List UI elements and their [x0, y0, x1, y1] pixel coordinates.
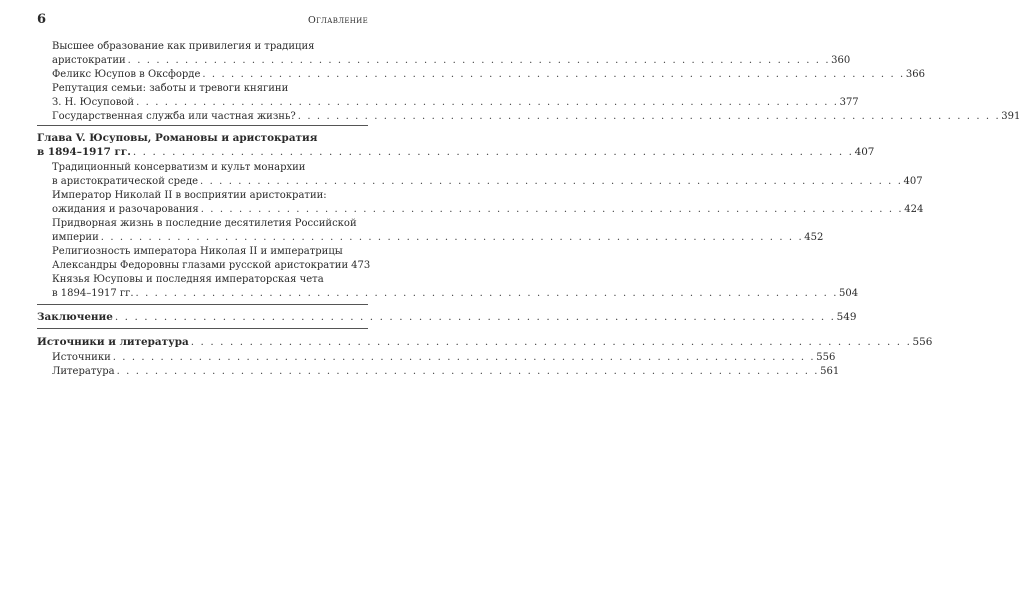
running-head: Оглавление	[308, 15, 368, 26]
toc-entry-religiosity[interactable]: Александры Федоровны глазами русской аристократии 473	[52, 260, 371, 271]
dot-leader: . . . . . . . . . . . . . . . . . . . . . . . . . . . . . . . . . . . . . . . . . . . . . . . . . . . . . . . . . . . . . . . . . . . . . . . . . .	[114, 311, 836, 323]
dot-leader: . . . . . . . . . . . . . . . . . . . . . . . . . . . . . . . . . . . . . . . . . . . . . . . . . . . . . . . . . . . . . . . . . . . . . . . . . .	[136, 97, 839, 108]
toc-chapter5-title-line1: Глава V. Юсуповы, Романовы и аристократия	[37, 132, 318, 144]
toc-page-number: 556	[912, 336, 933, 348]
toc-page-number: 377	[839, 97, 859, 108]
toc-page-number: 407	[854, 146, 875, 158]
toc-page-number: 424	[904, 204, 924, 215]
toc-conclusion[interactable]: Заключение . . . . . . . . . . . . . . . . . . . . . . . . . . . . . . . . . . . . . . . . . . . . . . . . . . . . . . . . . . . . . . . . . . . . . . . . . . 549	[37, 311, 857, 323]
dot-leader: . . . . . . . . . . . . . . . . . . . . . . . . . . . . . . . . . . . . . . . . . . . . . . . . . . . . . . . . . . . . . . . . . . . . . . . . . .	[127, 55, 831, 66]
toc-entry-higher-education[interactable]: аристократии . . . . . . . . . . . . . . . . . . . . . . . . . . . . . . . . . . . . . . . . . . . . . . . . . . . . . . . . . . . . . . . . . . . . . . . . . . 360	[52, 55, 851, 66]
toc-entry-nicholas-perception[interactable]: ожидания и разочарования . . . . . . . . . . . . . . . . . . . . . . . . . . . . . . . . . . . . . . . . . . . . . . . . . . . . . . . . . . . . . . . . . . . . . . . . . . 424	[52, 204, 924, 215]
toc-page-number: 561	[820, 366, 840, 377]
toc-entry-oxford[interactable]: Феликс Юсупов в Оксфорде . . . . . . . . . . . . . . . . . . . . . . . . . . . . . . . . . . . . . . . . . . . . . . . . . . . . . . . . . . . . . . . . . . . . . . . . . . 366	[52, 69, 925, 80]
toc-entry-conservatism[interactable]: в аристократической среде . . . . . . . . . . . . . . . . . . . . . . . . . . . . . . . . . . . . . . . . . . . . . . . . . . . . . . . . . . . . . . . . . . . . . . . . . . 407	[52, 176, 923, 187]
toc-page-number: 360	[831, 55, 851, 66]
toc-page-number: 407	[903, 176, 923, 187]
toc-entry-reputation[interactable]: З. Н. Юсуповой . . . . . . . . . . . . . . . . . . . . . . . . . . . . . . . . . . . . . . . . . . . . . . . . . . . . . . . . . . . . . . . . . . . . . . . . . . 377	[52, 97, 859, 108]
toc-entry-yusupovs-imperial-couple-line1: Князья Юсуповы и последняя императорская чета	[52, 274, 324, 285]
dot-leader: . . . . . . . . . . . . . . . . . . . . . . . . . . . . . . . . . . . . . . . . . . . . . . . . . . . . . . . . . . . . . . . . . . . . . . . . . .	[116, 366, 820, 377]
toc-page-number: 366	[905, 69, 925, 80]
dot-leader: . . . . . . . . . . . . . . . . . . . . . . . . . . . . . . . . . . . . . . . . . . . . . . . . . . . . . . . . . . . . . . . . . . . . . . . . . .	[297, 111, 1001, 122]
dot-leader: . . . . . . . . . . . . . . . . . . . . . . . . . . . . . . . . . . . . . . . . . . . . . . . . . . . . . . . . . . . . . . . . . . . . . . . . . .	[100, 232, 804, 243]
toc-sources-literature[interactable]: Источники и литература . . . . . . . . . . . . . . . . . . . . . . . . . . . . . . . . . . . . . . . . . . . . . . . . . . . . . . . . . . . . . . . . . . . . . . . . . . 556	[37, 336, 933, 348]
toc-chapter5[interactable]: в 1894–1917 гг. . . . . . . . . . . . . . . . . . . . . . . . . . . . . . . . . . . . . . . . . . . . . . . . . . . . . . . . . . . . . . . . . . . . . . . . . . . 407	[37, 146, 875, 158]
toc-page-number: 504	[839, 288, 859, 299]
section-divider	[37, 328, 368, 329]
toc-entry-court-life-line1: Придворная жизнь в последние десятилетия Российской	[52, 218, 357, 229]
dot-leader: . . . . . . . . . . . . . . . . . . . . . . . . . . . . . . . . . . . . . . . . . . . . . . . . . . . . . . . . . . . . . . . . . . . . . . . . . .	[112, 352, 816, 363]
toc-entry-sources[interactable]: Источники . . . . . . . . . . . . . . . . . . . . . . . . . . . . . . . . . . . . . . . . . . . . . . . . . . . . . . . . . . . . . . . . . . . . . . . . . . 556	[52, 352, 836, 363]
toc-entry-conservatism-line1: Традиционный консерватизм и культ монархии	[52, 162, 306, 173]
toc-entry-religiosity-line1: Религиозность императора Николая II и императрицы	[52, 246, 343, 257]
toc-entry-court-life[interactable]: империи . . . . . . . . . . . . . . . . . . . . . . . . . . . . . . . . . . . . . . . . . . . . . . . . . . . . . . . . . . . . . . . . . . . . . . . . . . 452	[52, 232, 824, 243]
dot-leader: . . . . . . . . . . . . . . . . . . . . . . . . . . . . . . . . . . . . . . . . . . . . . . . . . . . . . . . . . . . . . . . . . . . . . . . . . .	[135, 288, 839, 299]
dot-leader: . . . . . . . . . . . . . . . . . . . . . . . . . . . . . . . . . . . . . . . . . . . . . . . . . . . . . . . . . . . . . . . . . . . . . . . . . .	[200, 204, 904, 215]
page-number: 6	[37, 12, 47, 27]
toc-entry-literature[interactable]: Литература . . . . . . . . . . . . . . . . . . . . . . . . . . . . . . . . . . . . . . . . . . . . . . . . . . . . . . . . . . . . . . . . . . . . . . . . . . 561	[52, 366, 840, 377]
toc-entry-reputation-line1: Репутация семьи: заботы и тревоги княгини	[52, 83, 289, 94]
toc-page-number: 549	[836, 311, 857, 323]
toc-entry-civil-service[interactable]: Государственная служба или частная жизнь? . . . . . . . . . . . . . . . . . . . . . . . . . . . . . . . . . . . . . . . . . . . . . . . . . . . . . . . . . . . . . . . . . . . . . . . . . . 391	[52, 111, 1020, 122]
toc-page-number: 556	[816, 352, 836, 363]
toc-entry-higher-education-line1: Высшее образование как привилегия и традиция	[52, 41, 315, 52]
dot-leader: . . . . . . . . . . . . . . . . . . . . . . . . . . . . . . . . . . . . . . . . . . . . . . . . . . . . . . . . . . . . . . . . . . . . . . . . . .	[200, 176, 903, 187]
dot-leader: . . . . . . . . . . . . . . . . . . . . . . . . . . . . . . . . . . . . . . . . . . . . . . . . . . . . . . . . . . . . . . . . . . . . . . . . . .	[202, 69, 905, 80]
section-divider	[37, 125, 368, 126]
dot-leader: . . . . . . . . . . . . . . . . . . . . . . . . . . . . . . . . . . . . . . . . . . . . . . . . . . . . . . . . . . . . . . . . . . . . . . . . . .	[132, 146, 854, 158]
dot-leader: . . . . . . . . . . . . . . . . . . . . . . . . . . . . . . . . . . . . . . . . . . . . . . . . . . . . . . . . . . . . . . . . . . . . . . . . . .	[190, 336, 912, 348]
toc-page-number: 391	[1001, 111, 1020, 122]
toc-page-number: 452	[804, 232, 824, 243]
toc-entry-yusupovs-imperial-couple[interactable]: в 1894–1917 гг. . . . . . . . . . . . . . . . . . . . . . . . . . . . . . . . . . . . . . . . . . . . . . . . . . . . . . . . . . . . . . . . . . . . . . . . . . . 504	[52, 288, 859, 299]
toc-entry-nicholas-perception-line1: Император Николай II в восприятии аристократии:	[52, 190, 327, 201]
section-divider	[37, 304, 368, 305]
toc-page-number: 473	[351, 260, 371, 271]
